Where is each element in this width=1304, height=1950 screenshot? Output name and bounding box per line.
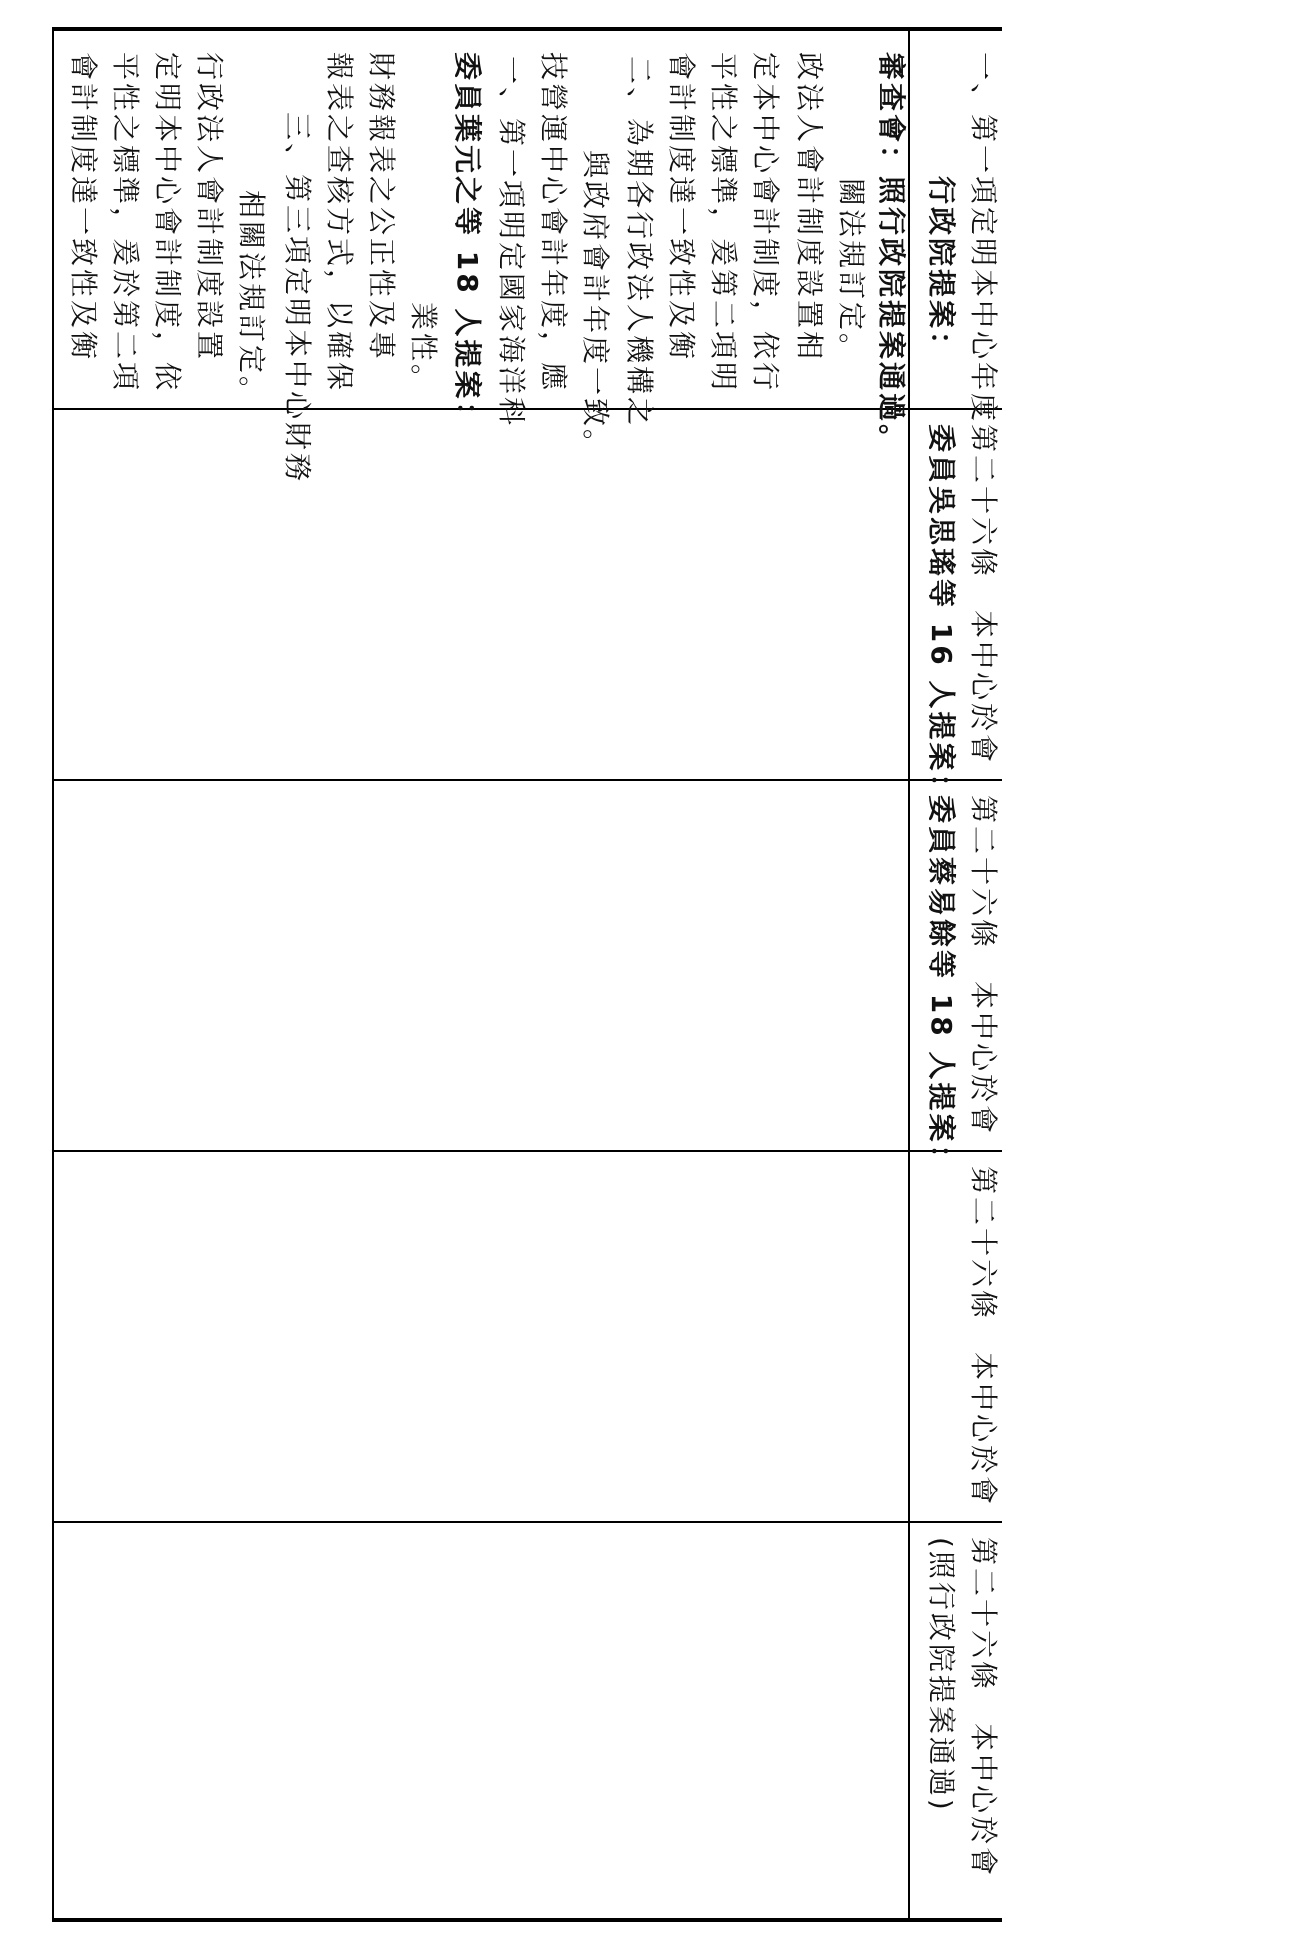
explanation-line: 關法規訂定。 — [835, 178, 868, 365]
explanation-line: 報表之查核方式，以確保 — [323, 52, 356, 394]
explanation-line: 會計制度達一致性及衡 — [665, 52, 698, 363]
explanation-line: 一、第一項明定國家海洋科 — [495, 56, 528, 429]
bottom-border — [52, 1918, 1002, 1922]
executive-proposal-header: 行政院提案： — [925, 176, 958, 363]
review-decision: 審查會：照行政院提案通過。 — [875, 52, 908, 456]
explanation-line: 行政法人會計制度設置 — [193, 52, 226, 363]
article-text: 第二十六條 本中心於會 — [967, 1166, 1000, 1508]
explanation-line: 定明本中心會計制度，依 — [151, 52, 184, 394]
proposal-header: 委員葉元之等 18 人提案： — [451, 52, 484, 433]
article-text: 第二十六條 本中心於會 — [967, 1537, 1000, 1879]
explanation-line: 二、為期各行政法人機構之 — [623, 56, 656, 429]
article-text: 第二十六條 本中心於會 — [967, 424, 1000, 766]
explanation-line: 會計制度達一致性及衡 — [67, 52, 100, 363]
row-divider-3 — [52, 1150, 1002, 1152]
explanation-line: 三、第三項定明本中心財務 — [281, 112, 314, 485]
proposal-header: 委員蔡易餘等 18 人提案： — [925, 795, 958, 1176]
proposal-header: 委員吳思瑤等 16 人提案： — [925, 424, 958, 805]
explanation-line: 平性之標準，爰於第二項 — [109, 52, 142, 394]
left-border — [52, 27, 54, 1922]
executive-proposal-text: 一、第一項定明本中心年度 — [967, 52, 1000, 425]
explanation-line: 與政府會計年度一致。 — [579, 150, 612, 461]
explanation-line: 平性之標準，爰第二項明 — [707, 52, 740, 394]
status-note: (照行政院提案通過) — [925, 1537, 958, 1813]
explanation-line: 相關法規訂定。 — [235, 190, 268, 408]
explanation-line: 政法人會計制度設置相 — [793, 52, 826, 363]
explanation-line: 業性。 — [407, 302, 440, 396]
explanation-line: 定本中心會計制度，依行 — [749, 52, 782, 394]
explanation-line: 技營運中心會計年度，應 — [537, 52, 570, 394]
top-border — [52, 27, 1002, 31]
row-divider-4 — [52, 1521, 1002, 1523]
article-text: 第二十六條 本中心於會 — [967, 795, 1000, 1137]
explanation-line: 財務報表之公正性及專 — [365, 52, 398, 363]
column-divider — [908, 27, 910, 1922]
row-divider-2 — [52, 779, 1002, 781]
